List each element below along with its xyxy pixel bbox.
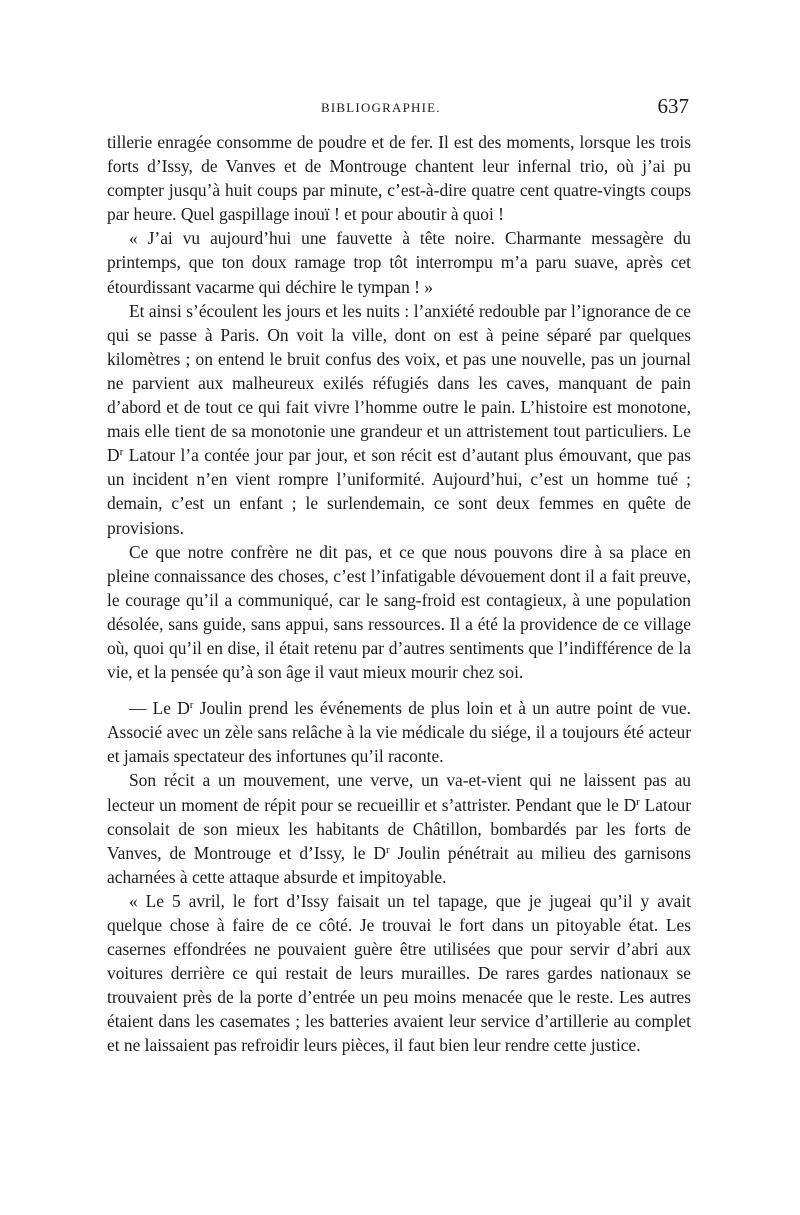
paragraph-anxiety: Et ainsi s’écoulent les jours et les nuits : l’anxiété redouble par l’ignorance de ce qui se passe à Paris. On voit la ville, dont on est à peine séparé par quelques kilomètres ; on entend le bruit confus des voix, et pas une nouvelle, pas un journal ne parvient aux malheureux exilés réfugiés dans les caves, manquant de pain d’abord et de tout ce qui fait vivre l’homme outre le pain. L’histoire est monotone, mais elle tient de sa monotonie une grandeur et un attristement tout particuliers. Le $D^r$ Latour l’a contée jour par jour, et son récit est d’autant plus émouvant, que pas un incident n’en vient rompre l’uniformité. Aujourd’hui, c’est un homme tué ; demain, c’est un enfant ; le surlendemain, ce sont deux femmes en quête de provisions.: [107, 300, 691, 538]
body-text: [107, 130, 691, 1058]
paragraph-quote-avril: « Le 5 avril, le fort d’Issy faisait un tel tapage, que je jugeai qu’il y avait quelque chose à faire de ce côté. Je trouvai le fort dans un pitoyable état. Les casernes effondrées ne pouvaient guère être utilisées que pour servir d’abri aux voitures derrière ce qui restait de leurs murailles. De rares gardes nationaux se trouvaient près de la porte d’entrée un peu moins menacée que le reste. Les autres étaient dans les casemates ; les batteries avaient leur service d’artillerie au complet et ne laissaient pas refroidir leurs pièces, il faut bien leur rendre cette justice.: [107, 890, 691, 1056]
paragraph-joulin: — Le $D^r$ Joulin prend les événements de plus loin et à un autre point de vue. Associé avec un zèle sans relâche à la vie médicale du siége, il a toujours été acteur et jamais spectateur des infortunes qu’il raconte.: [107, 698, 691, 767]
paragraph-recit: Son récit a un mouvement, une verve, un va-et-vient qui ne laissent pas au lecteur un moment de répit pour se recueillir et s’attrister. Pendant que le $D^r$ Latour consolait de son mieux les habitants de Châtillon, bombardés par les forts de Vanves, de Montrouge et d’Issy, le $D^r$ Joulin pénétrait au milieu des garnisons acharnées à cette attaque absurde et impitoyable.: [107, 770, 691, 887]
book-page: [107, 96, 691, 1058]
paragraph-continued: tillerie enragée consomme de poudre et de fer. Il est des moments, lorsque les trois forts d’Issy, de Vanves et de Montrouge chantent leur infernal trio, où j’ai pu compter jusqu’à huit coups par minute, c’est-à-dire quatre cent quatre-vingts coups par heure. Quel gaspillage inouï ! et pour aboutir à quoi !: [107, 132, 691, 225]
page-number: 637: [657, 94, 689, 118]
paragraph-quote-fauvette: « J’ai vu aujourd’hui une fauvette à tête noire. Charmante messagère du printemps, que ton doux ramage trop tôt interrompu m’a paru suave, après cet étourdissant vacarme qui déchire le tympan ! »: [107, 228, 691, 297]
paragraph-confrere: Ce que notre confrère ne dit pas, et ce que nous pouvons dire à sa place en pleine connaissance des choses, c’est l’infatigable dévouement dont il a fait preuve, le courage qu’il a communiqué, car le sang-froid est contagieux, à une population désolée, sans guide, sans appui, sans ressources. Il a été la providence de ce village où, quoi qu’il en dise, il était retenu par d’autres sentiments que l’indifférence de la vie, et la pensée qu’à son âge il vaut mieux mourir chez soi.: [107, 541, 691, 683]
running-header: [107, 96, 691, 124]
running-title: BIBLIOGRAPHIE.: [321, 100, 441, 115]
